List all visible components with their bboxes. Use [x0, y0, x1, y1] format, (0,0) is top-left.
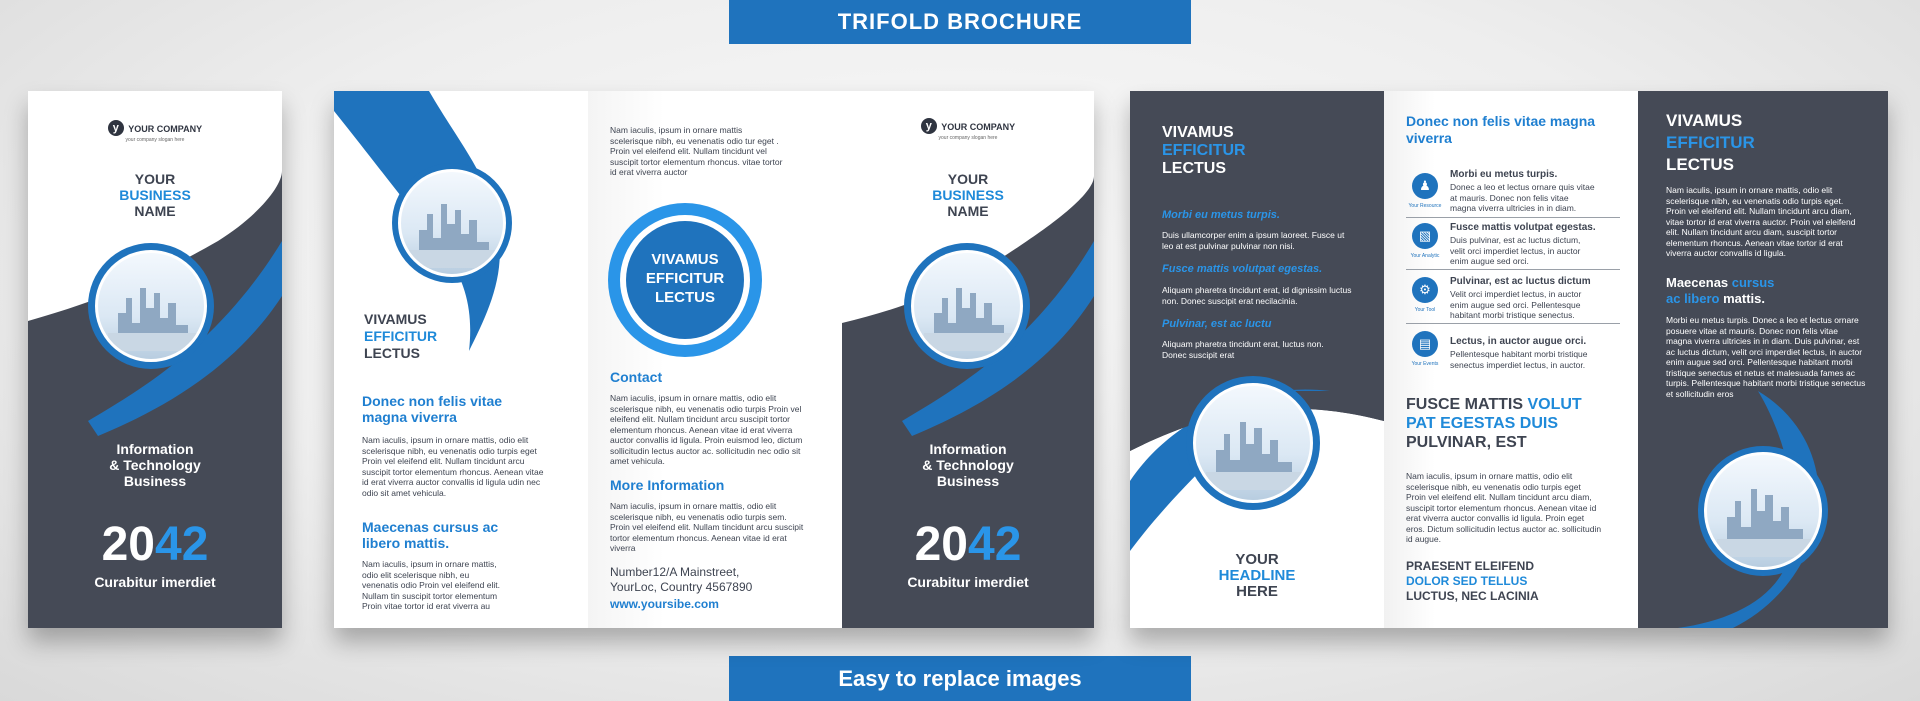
praesent-1: PRAESENT ELEIFEND: [1406, 559, 1535, 573]
cover-subtitle: Curabitur imerdiet: [907, 574, 1029, 590]
praesent-3: LUCTUS, NEC LACINIA: [1406, 589, 1539, 603]
vivamus: VIVAMUS: [364, 311, 427, 327]
praesent-2: DOLOR SED TELLUS: [1406, 574, 1528, 588]
section-1-text: Duis ullamcorper enim a ipsum laoreet. Fusce ut leo at est pulvinar pulvinar non nisi.: [1162, 230, 1345, 251]
city-photo-inside: [1193, 383, 1313, 503]
inside-spread: [1130, 91, 1888, 628]
separator: [1406, 217, 1620, 218]
section-2-text: Aliquam pharetra tincidunt erat, id dignissim luctus non. Donec suscipit erat necilacinia.: [1162, 285, 1352, 306]
right-text-2: Morbi eu metus turpis. Donec a leo et lectus ornare posuere vitae at mauris. Donec non felis vitae magna viverra ultricies in in diam. Duis pulvinar, est ac luctus dictum, velit orci imperdiet lectus, in auctor enim augue sed orci. Pellentesque habitant morbi tristique senectus et netus et malesuada fames ac turpis. Pellentesque habitant morbi tristique senectus et sollicitudin eros: [1666, 315, 1866, 399]
inside-left-column: [1130, 91, 1384, 628]
fusce-heading: FUSCE MATTIS VOLUT PAT EGESTAS DUIS PULVINAR, EST: [1406, 396, 1582, 451]
text-contact: Nam iaculis, ipsum in ornare mattis, odio elit scelerisque nibh, eu venenatis odio turpis Proin vel eleifend elit. Nullam tincidunt arcu suscipit tortor elementum rhoncus. Aenean vitae id erat viverra auctor convallis id ligula. Proin euismod leo, dictum sollicitudin lectus auctor ac. sollicitudin nec odio sit amet vehicula.: [610, 393, 803, 466]
text-top: Nam iaculis, ipsum in ornare mattis scelerisque nibh, eu venenatis odio tur eget . Proin vel eleifend elit. Nullam tincidunt vel suscipit tortor elementum rhoncus. vitae tortor id erat viverra auctor: [610, 125, 783, 177]
city-photo: [95, 250, 207, 362]
address-line-2: YourLoc, Country 4567890: [610, 580, 753, 594]
icon-caption-2: Your Analytic: [1410, 253, 1440, 259]
item-4-title: Lectus, in auctor augue orci.: [1450, 336, 1587, 347]
inside-vivamus: VIVAMUS: [1162, 124, 1234, 141]
cover-info-1: Information: [929, 441, 1007, 457]
item-2-title: Fusce mattis volutpat egestas.: [1450, 222, 1596, 233]
heading-more-info: More Information: [610, 477, 725, 493]
icon-caption-3: Your Tool: [1414, 307, 1436, 313]
cover-your: YOUR: [134, 171, 176, 187]
fusce-text: Nam iaculis, ipsum in ornare mattis, odio elit scelerisque nibh, eu venenatis odio turpis eget Proin vel eleifend elit. Nullam tincidunt arcu diam, suscipit tortor elementum rhoncus. Aenean vitae id erat viverra auctor convallis id ligula. Proin eget eros. Dictum sollicitudin lectus auctor ac. sollicitudin id augue.: [1406, 471, 1602, 544]
cover-business: BUSINESS: [932, 187, 1004, 203]
section-3-heading: Pulvinar, est ac luctu: [1162, 318, 1272, 330]
cover-info-2: & Technology: [922, 457, 1014, 473]
circle-title-1: VIVAMUS: [651, 251, 719, 268]
website-link[interactable]: www.yoursibe.com: [610, 597, 719, 611]
circle-title-3: LECTUS: [655, 289, 715, 306]
city-photo-right: [1704, 452, 1822, 570]
item-4-text: Pellentesque habitant morbi tristique senectus imperdiet lectus, in auctor.: [1450, 349, 1588, 370]
text-donec: Nam iaculis, ipsum in ornare mattis, odio elit scelerisque nibh, eu venenatis odio turpis eget Proin vel eleifend elit. Nullam tincidunt arcu suscipit tortor elementum rhoncus. Aenean vitae id erat viverra auctor convallis id ligula udin nec odio sit amet vehicula.: [362, 435, 544, 498]
company-name: YOUR COMPANY: [941, 122, 1016, 132]
front-cover: [842, 91, 1094, 628]
chart-icon: ▧: [1412, 223, 1438, 249]
logo-icon: y: [921, 118, 937, 134]
people-icon: ♟: [1412, 173, 1438, 199]
cover-subtitle: Curabitur imerdiet: [94, 574, 216, 590]
company-slogan: your company slogan here: [938, 135, 998, 141]
item-2-text: Duis pulvinar, est ac luctus dictum, velit orci imperdiet lectus, in auctor enim augue sed orci.: [1450, 235, 1581, 266]
cover-year: 2042: [101, 518, 209, 571]
item-1-title: Morbi eu metus turpis.: [1450, 169, 1558, 180]
headline-your: YOUR: [1235, 551, 1279, 568]
cover-info-1: Information: [116, 441, 194, 457]
top-banner: TRIFOLD BROCHURE: [729, 0, 1191, 44]
cover-info-3: Business: [123, 473, 187, 489]
section-1-heading: Morbi eu metus turpis.: [1162, 209, 1280, 221]
cover-business: BUSINESS: [119, 187, 191, 203]
icon-caption-4: Your Events: [1411, 361, 1439, 367]
separator: [1406, 323, 1620, 324]
item-3-title: Pulvinar, est ac luctus dictum: [1450, 276, 1591, 287]
separator: [1406, 269, 1620, 270]
cover-info-2: & Technology: [109, 457, 201, 473]
company-logo: [842, 117, 1094, 141]
company-name: YOUR COMPANY: [128, 124, 203, 134]
cover-name: NAME: [134, 203, 176, 219]
text-maecenas: Nam iaculis, ipsum in ornare mattis, odio elit scelerisque nibh, eu venenatis odio Proin vel eleifend elit. Nullam tin suscipit tortor elementum Proin vitae tortor id erat viverra au: [362, 559, 500, 611]
right-lectus: LECTUS: [1666, 155, 1734, 174]
cover-year: 2042: [914, 518, 1022, 571]
lectus: LECTUS: [364, 345, 420, 361]
mid-heading: Donec non felis vitae magna viverra: [1406, 113, 1596, 146]
inside-right-column: [1638, 91, 1888, 628]
text-more-info: Nam iaculis, ipsum in ornare mattis, odio elit scelerisque nibh, eu venenatis odio turpis sem. Proin vel eleifend elit. Nullam tincidunt arcu suscipit tortor elementum rhoncus. Aenean vitae id erat viverra: [610, 501, 804, 553]
bottom-banner: Easy to replace images: [729, 656, 1191, 701]
section-3-text: Aliquam pharetra tincidunt erat, luctus non. Donec suscipit erat: [1162, 339, 1324, 360]
circle-title-2: EFFICITUR: [645, 270, 725, 287]
city-photo: [911, 250, 1023, 362]
heading-maecenas: Maecenas cursus ac libero mattis.: [362, 519, 499, 551]
logo-icon: y: [108, 120, 124, 136]
heading-donec: Donec non felis vitae magna viverra: [362, 393, 503, 425]
right-text-1: Nam iaculis, ipsum in ornare mattis, odio elit scelerisque nibh, eu venenatis odio turpis eget. Proin vel eleifend elit. Nullam tincidunt arcu diam, vitae tortor id erat viverra auctor. Proin vel eleifend elit. Nullam tincidunt arcu diam, suscipit tortor elementum rhoncus. Aenean vitae tortor id erat viverra auctor convallis id ligula.: [1666, 185, 1856, 258]
company-logo: [28, 119, 282, 143]
right-vivamus: VIVAMUS: [1666, 111, 1743, 130]
inside-efficitur: EFFICITUR: [1162, 142, 1246, 159]
inside-lectus: LECTUS: [1162, 160, 1226, 177]
document-icon: ▤: [1412, 331, 1438, 357]
right-heading: Maecenas cursus ac libero mattis.: [1666, 275, 1775, 306]
city-photo-left: [398, 169, 506, 277]
headline-here: HERE: [1236, 583, 1278, 600]
right-efficitur: EFFICITUR: [1666, 133, 1755, 152]
item-1-text: Donec a leo et lectus ornare quis vitae at mauris. Donec non felis vitae magna viverra ultricies in in diam.: [1450, 182, 1595, 213]
headline-headline: HEADLINE: [1218, 567, 1296, 584]
gear-icon: ⚙: [1412, 277, 1438, 303]
cover-panel: [28, 91, 282, 628]
item-3-text: Velit orci imperdiet lectus, in auctor enim augue sed orci. Pellentesque habitant morbi tristique senectus.: [1450, 289, 1582, 320]
cover-name: NAME: [947, 203, 989, 219]
cover-your: YOUR: [947, 171, 989, 187]
heading-contact: Contact: [610, 369, 663, 385]
outside-spread: [334, 91, 1094, 628]
cover-info-3: Business: [936, 473, 1000, 489]
icon-caption-1: Your Resource: [1408, 203, 1442, 209]
efficitur: EFFICITUR: [364, 328, 438, 344]
section-2-heading: Fusce mattis volutpat egestas.: [1162, 263, 1323, 275]
address-line-1: Number12/A Mainstreet,: [610, 565, 740, 579]
company-slogan: your company slogan here: [125, 137, 185, 143]
